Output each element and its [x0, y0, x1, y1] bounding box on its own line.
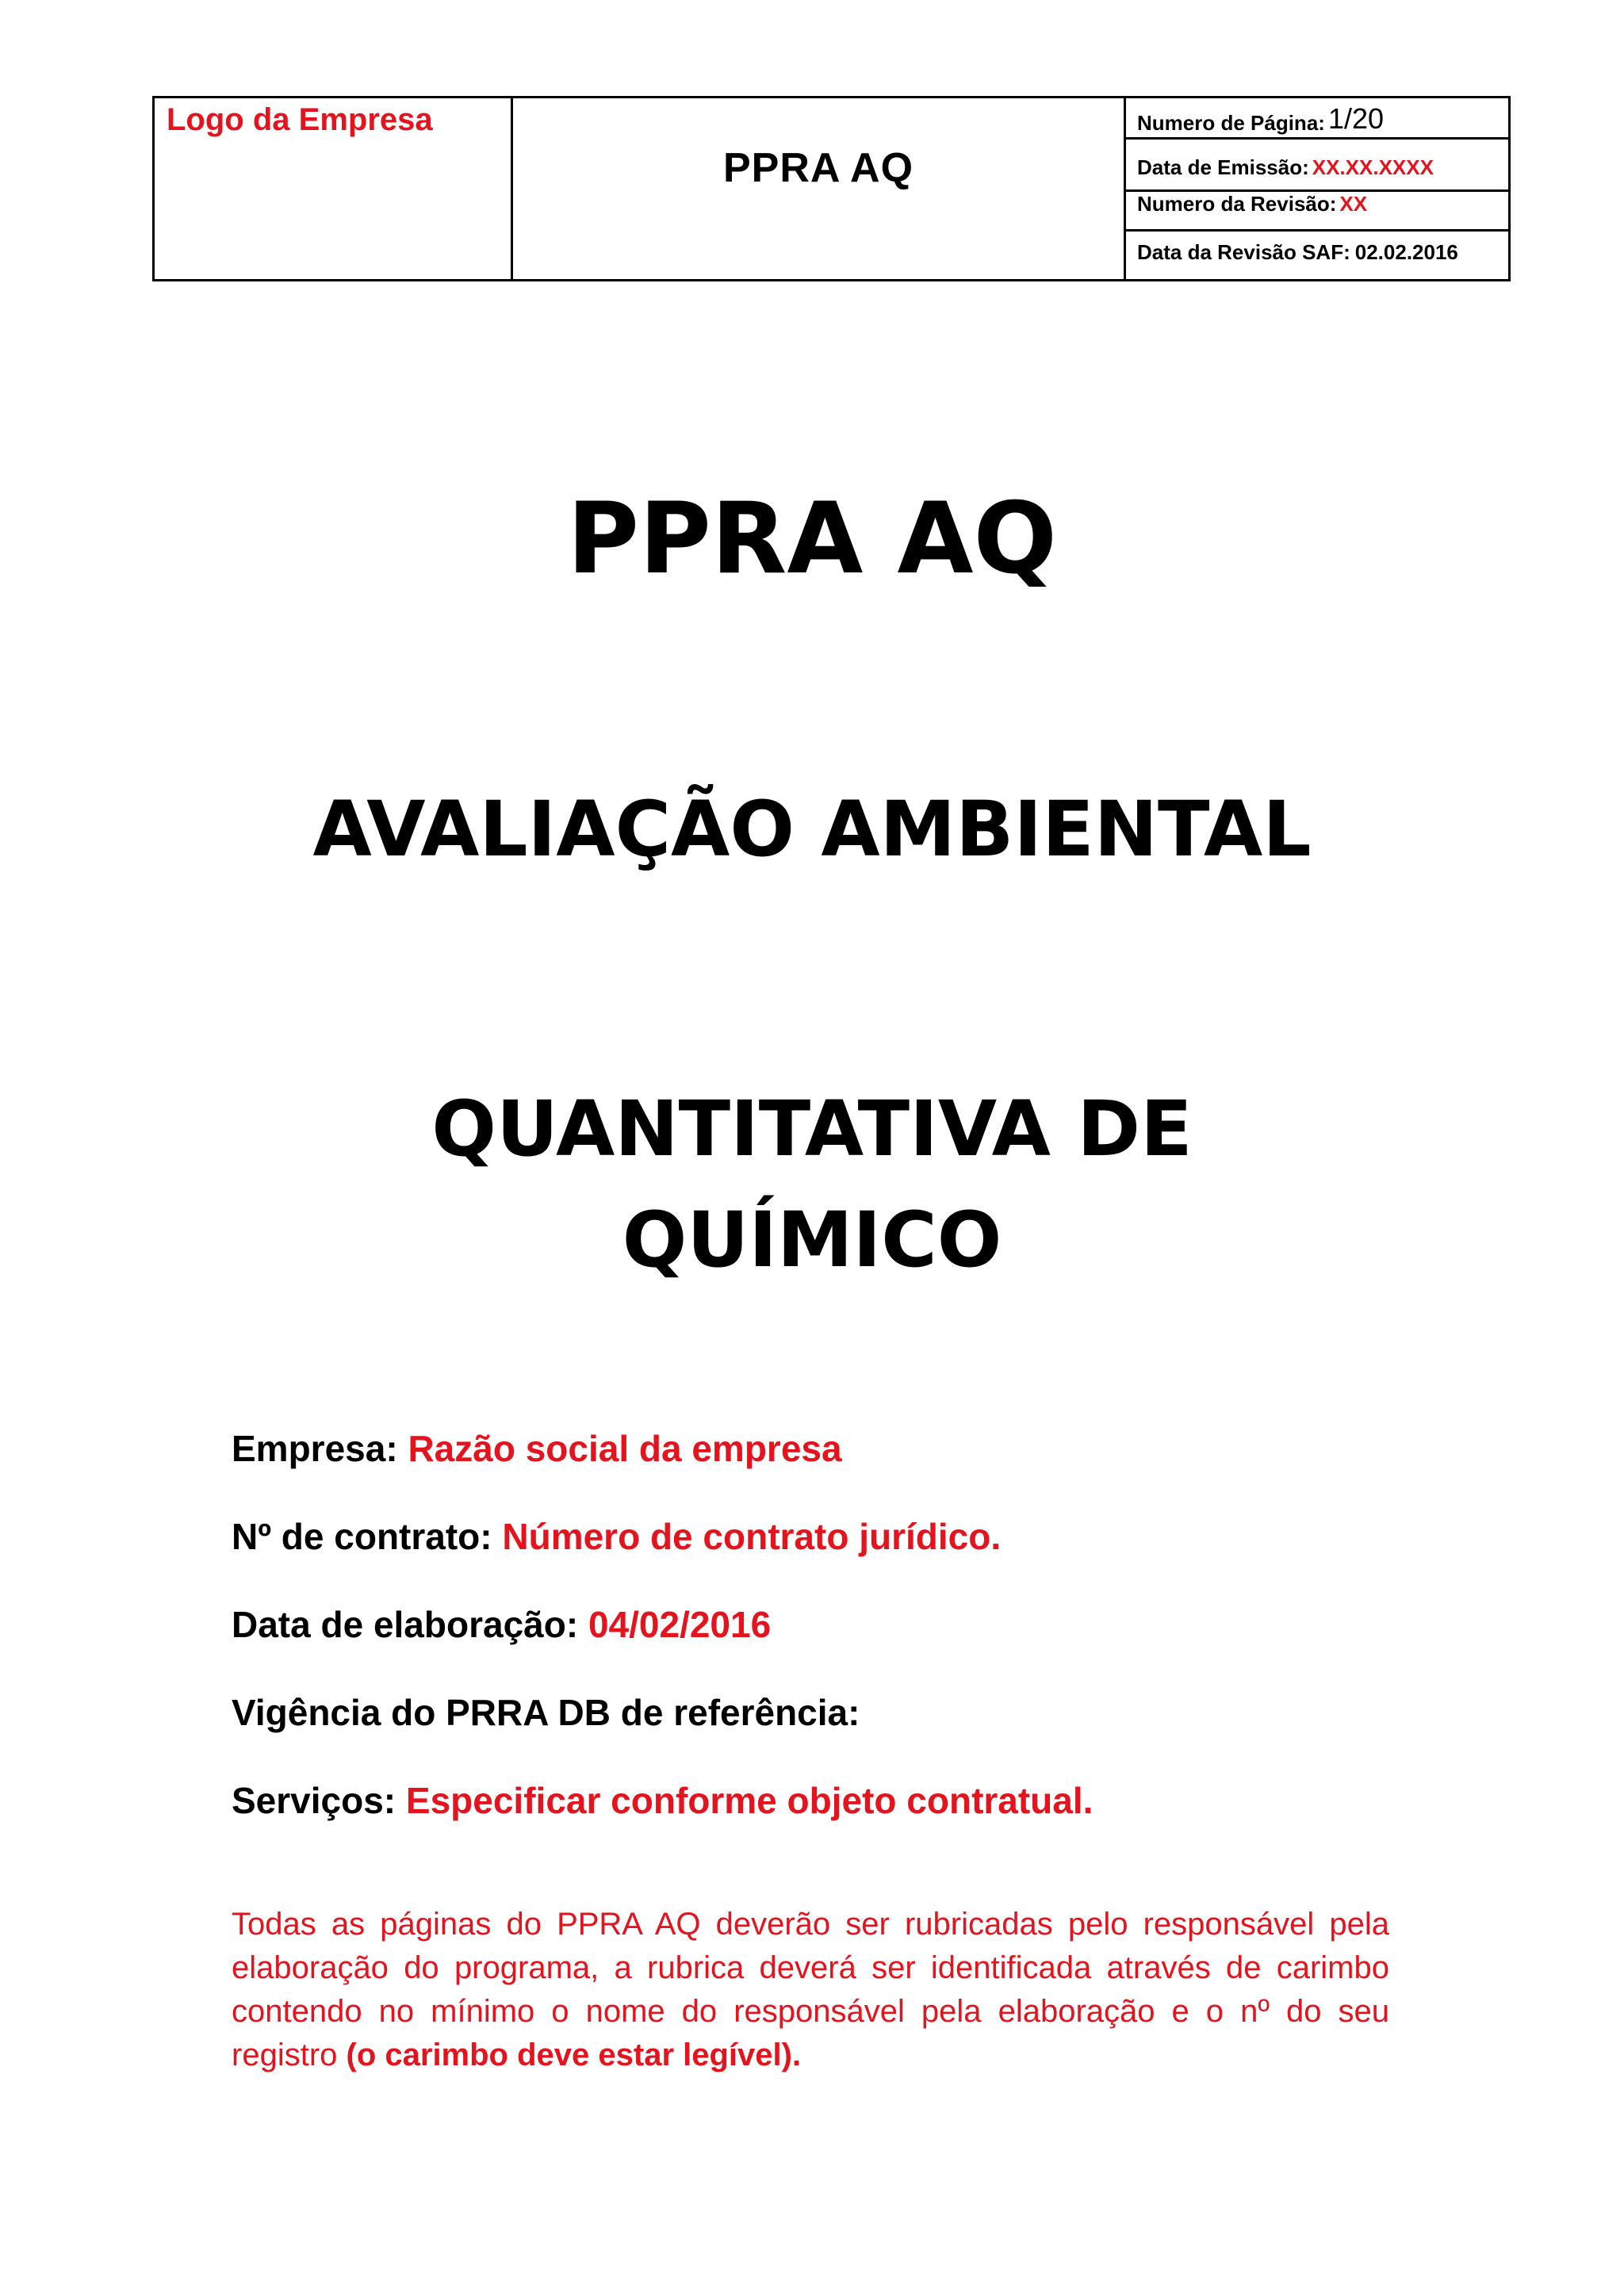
subtitle-line-2 [0, 1073, 1624, 1295]
revision-number-row [1126, 192, 1508, 232]
elaboration-date-value: 04/02/2016 [588, 1604, 772, 1645]
validity-field [232, 1691, 1389, 1779]
subtitle-line-2a: QUANTITATIVA DE [431, 1085, 1193, 1173]
emission-date-label: Data de Emissão: [1137, 155, 1309, 179]
revision-number-value: XX [1339, 192, 1368, 216]
contract-field [232, 1515, 1389, 1603]
subtitle-line-1: AVALIAÇÃO AMBIENTAL [312, 785, 1312, 874]
main-title: PPRA AQ [567, 482, 1057, 596]
page-number-label: Numero de Página: [1137, 111, 1325, 135]
saf-revision-label: Data da Revisão SAF: [1137, 240, 1350, 264]
emission-date-value: XX.XX.XXXX [1312, 155, 1434, 179]
contract-value: Número de contrato jurídico. [502, 1516, 1002, 1557]
services-value: Especificar conforme objeto contratual. [405, 1780, 1094, 1821]
signature-note-text: Todas as páginas do PPRA AQ deverão ser rubricadas pelo responsável pela elaboração do programa, a rubrica deverá ser identificada através de carimbo contendo no mínimo o nome do responsável pela elaboração e o nº do seu registro [232, 1907, 1389, 2072]
elaboration-date-field [232, 1603, 1389, 1691]
signature-note [232, 1903, 1389, 2077]
company-value: Razão social da empresa [408, 1428, 842, 1469]
company-logo-placeholder: Logo da Empresa [155, 98, 513, 279]
document-fields [232, 1427, 1389, 1867]
subtitle-line-2b: QUÍMICO [622, 1196, 1002, 1284]
validity-label: Vigência do PRRA DB de referência: [232, 1692, 860, 1733]
emission-date-row [1126, 140, 1508, 192]
company-label: Empresa: [232, 1428, 398, 1469]
page-number-value: 1/20 [1327, 102, 1385, 135]
signature-note-bold: (o carimbo deve estar legível). [346, 2038, 802, 2072]
header-title: PPRA AQ [513, 98, 1126, 279]
header-info [1126, 98, 1508, 279]
revision-number-label: Numero da Revisão: [1137, 192, 1337, 216]
document-header [152, 96, 1511, 281]
contract-label: Nº de contrato: [232, 1516, 492, 1557]
company-field [232, 1427, 1389, 1515]
page-number-row [1126, 98, 1508, 140]
elaboration-date-label: Data de elaboração: [232, 1604, 579, 1645]
services-field [232, 1779, 1389, 1867]
services-label: Serviços: [232, 1780, 396, 1821]
saf-revision-row [1126, 232, 1508, 279]
saf-revision-value: 02.02.2016 [1354, 240, 1458, 264]
